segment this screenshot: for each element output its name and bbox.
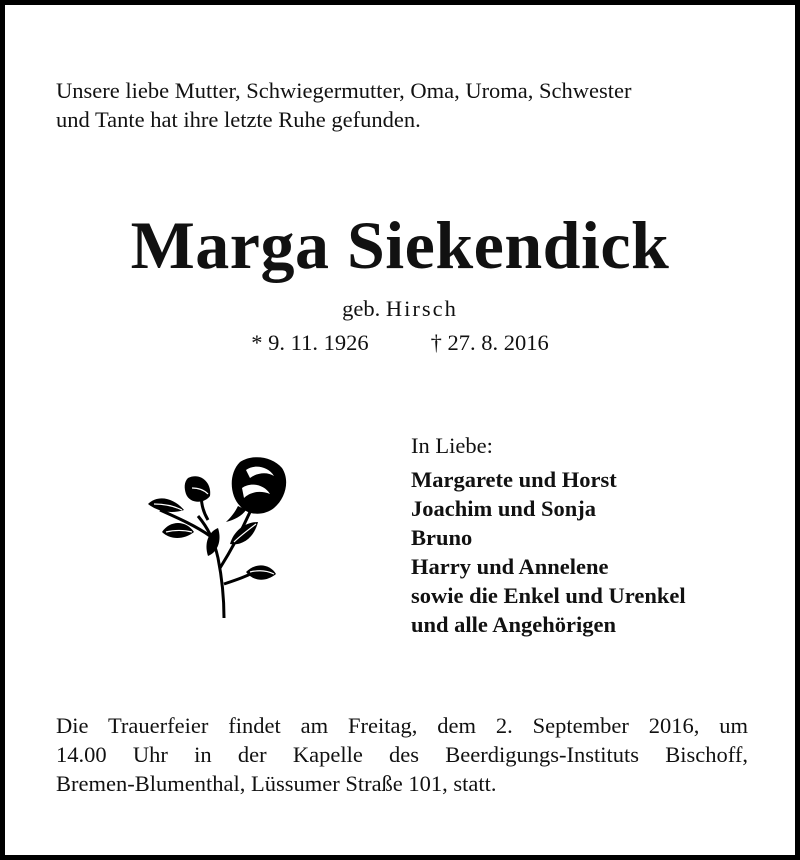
intro-line: und Tante hat ihre letzte Ruhe gefunden. [56, 107, 421, 132]
funeral-details [56, 711, 748, 798]
mourner-entry: Bruno [411, 524, 473, 550]
funeral-line: 14.00 Uhr in der Kapelle des Beerdigungs-Instituts Bischoff, [56, 742, 748, 767]
love-heading: In Liebe: [411, 433, 493, 458]
intro-line: Unsere liebe Mutter, Schwiegermutter, Oma, Uroma, Schwester [56, 78, 632, 103]
deceased-name: Marga Siekendick [130, 207, 670, 283]
mourner-entry: Margarete und Horst [411, 467, 617, 492]
mourner-entry: Joachim und Sonja [411, 495, 597, 521]
death-date: † 27. 8. 2016 [430, 330, 549, 355]
birth-surname: Hirsch [385, 296, 458, 321]
funeral-line: Die Trauerfeier findet am Freitag, dem 2. September 2016, um [56, 713, 748, 738]
rose-icon [142, 448, 292, 623]
funeral-line: Bremen-Blumenthal, Lüssumer Straße 101, statt. [56, 771, 497, 796]
mourner-entry: Harry und Annelene [411, 553, 609, 579]
birth-name-prefix: geb. [342, 296, 381, 321]
life-dates [5, 329, 795, 357]
intro-text [56, 76, 756, 134]
birth-name [5, 295, 795, 323]
mourner-entry: sowie die Enkel und Urenkel [411, 582, 686, 608]
birth-date: * 9. 11. 1926 [251, 330, 369, 355]
mourner-entry: und alle Angehörigen [411, 611, 617, 637]
mourners-list [411, 466, 686, 639]
